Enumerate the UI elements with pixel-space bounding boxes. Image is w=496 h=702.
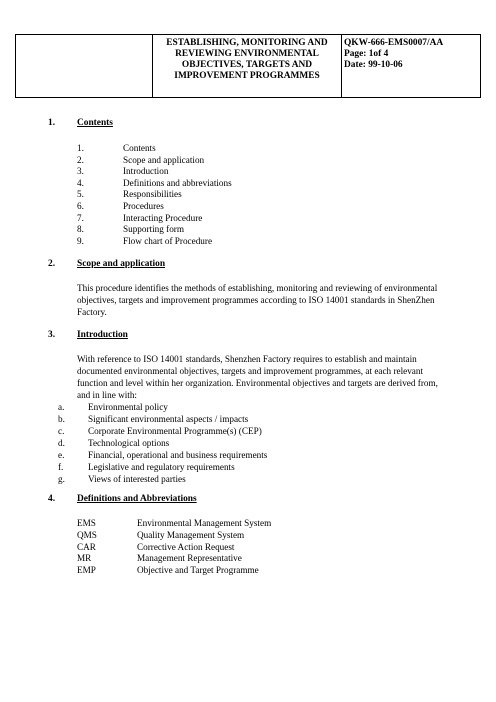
abbreviation: EMS	[77, 518, 96, 528]
paragraph-line: documented environmental objectives, targets and improvement programmes, at each relevant	[77, 366, 424, 376]
paragraph-line: function and level within her organization. Environmental objectives and targets are derived from,	[77, 378, 438, 388]
item-letter: b.	[58, 414, 65, 424]
abbreviation-definition: Objective and Target Programme	[137, 565, 259, 576]
section-title: Definitions and Abbreviations	[77, 494, 197, 504]
item-text: Definitions and abbreviations	[123, 177, 232, 188]
section-title: Introduction	[77, 330, 128, 340]
item-letter: c.	[58, 426, 65, 436]
header-logo-cell	[16, 35, 153, 98]
abbreviation-definition: Quality Management System	[137, 529, 245, 540]
document-meta	[342, 35, 481, 98]
paragraph-line: This procedure identifies the methods of establishing, monitoring and reviewing of environmental	[77, 283, 438, 293]
item-text: Supporting form	[123, 224, 184, 235]
document-title	[153, 35, 342, 98]
title-line: REVIEWING ENVIRONMENTAL	[175, 49, 319, 59]
title-line: OBJECTIVES, TARGETS AND	[181, 60, 313, 70]
item-letter: g.	[58, 474, 65, 484]
item-text: Significant environmental aspects / impacts	[88, 414, 249, 424]
item-text: Legislative and regulatory requirements	[88, 462, 235, 472]
paragraph-line: Factory.	[77, 307, 107, 317]
item-number: 1.	[77, 143, 84, 153]
document-header	[15, 34, 481, 98]
item-text: Environmental policy	[88, 402, 168, 412]
section-title: Scope and application	[77, 259, 166, 269]
page-number: Page: 1of 4	[344, 49, 389, 59]
item-text: Views of interested parties	[88, 474, 186, 484]
scope-paragraph	[77, 282, 447, 318]
item-text: Flow chart of Procedure	[123, 235, 213, 246]
title-line: ESTABLISHING, MONITORING AND	[166, 38, 328, 48]
introduction-paragraph	[77, 353, 447, 401]
paragraph-line: With reference to ISO 14001 standards, Shenzhen Factory requires to establish and maintain	[77, 354, 417, 364]
section-number: 3.	[48, 330, 56, 340]
item-text: Scope and application	[123, 154, 205, 165]
paragraph-line: and in line with:	[77, 390, 137, 400]
item-letter: f.	[58, 462, 64, 472]
item-text: Procedures	[123, 200, 164, 211]
document-number: QKW-666-EMS0007/AA	[344, 38, 444, 48]
title-line: IMPROVEMENT PROGRAMMES	[174, 71, 320, 81]
item-number: 5.	[77, 189, 84, 200]
item-number: 9.	[77, 235, 84, 246]
section-number: 1.	[48, 118, 56, 128]
abbreviation-definition: Environmental Management System	[137, 518, 272, 528]
paragraph-line: objectives, targets and improvement programmes according to ISO 14001 standards in ShenZhen	[77, 295, 435, 305]
item-number: 4.	[77, 177, 84, 188]
item-letter: d.	[58, 438, 65, 448]
section-number: 2.	[48, 259, 56, 269]
abbreviation: CAR	[77, 541, 96, 552]
abbreviation: QMS	[77, 529, 97, 540]
document-date: Date: 99-10-06	[344, 60, 403, 70]
item-letter: a.	[58, 402, 65, 412]
item-letter: e.	[58, 450, 65, 460]
abbreviation-definition: Management Representative	[137, 553, 242, 564]
item-text: Introduction	[123, 166, 169, 177]
section-number: 4.	[48, 494, 56, 504]
item-text: Financial, operational and business requirements	[88, 450, 268, 460]
item-text: Corporate Environmental Programme(s) (CEP)	[88, 426, 262, 436]
abbreviation: EMP	[77, 565, 96, 576]
item-text: Technological options	[88, 438, 170, 448]
item-number: 7.	[77, 212, 84, 223]
item-number: 8.	[77, 224, 84, 235]
abbreviation: MR	[77, 553, 92, 564]
item-number: 6.	[77, 200, 84, 211]
abbreviation-definition: Corrective Action Request	[137, 541, 235, 552]
section-title: Contents	[77, 118, 113, 128]
item-text: Contents	[123, 143, 156, 153]
item-text: Interacting Procedure	[123, 212, 203, 223]
item-number: 3.	[77, 166, 84, 177]
item-number: 2.	[77, 154, 84, 165]
item-text: Responsibilities	[123, 189, 182, 200]
